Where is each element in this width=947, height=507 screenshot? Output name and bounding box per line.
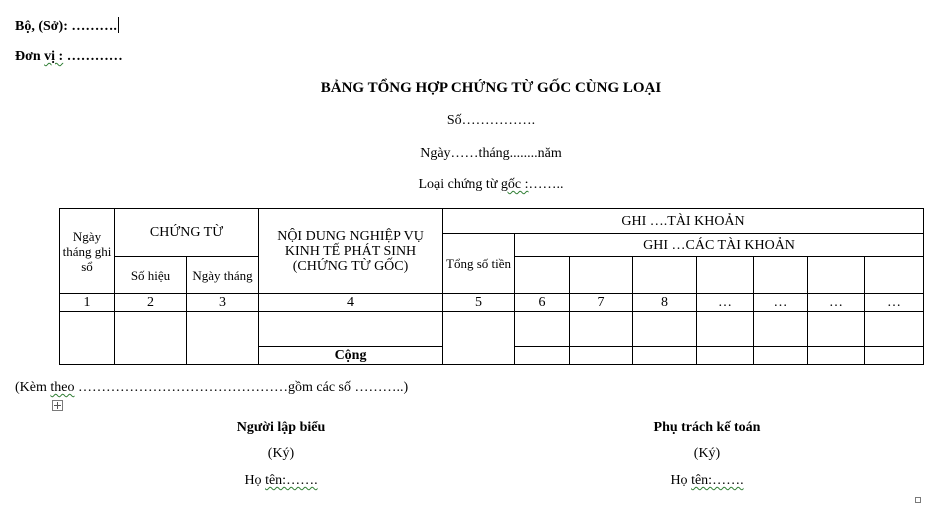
table-cell[interactable]	[515, 312, 570, 347]
ngay-line: Ngày……tháng........năm	[420, 146, 562, 161]
name-word: tên:	[265, 473, 287, 488]
table-cell[interactable]	[187, 312, 259, 365]
col-noi-dung: NỘI DUNG NGHIỆP VỤ KINH TẾ PHÁT SINH (CHỨNG TỪ GỐC)	[259, 209, 443, 294]
table-cell[interactable]	[570, 347, 633, 365]
bo-so-text: Bộ, (Sở): ……….	[15, 19, 117, 34]
total-label: Cộng	[259, 347, 443, 365]
table-cell[interactable]	[115, 312, 187, 365]
kem-theo-prefix: (Kèm	[15, 380, 51, 395]
column-number: 1	[60, 294, 115, 312]
col-ghi-cac-tai-khoan: GHI …CÁC TÀI KHOẢN	[515, 234, 924, 257]
don-vi-suffix: …………	[63, 49, 123, 64]
column-number: …	[697, 294, 754, 312]
column-number: …	[865, 294, 924, 312]
loai-suffix: ……..	[528, 177, 564, 192]
name-word: tên:	[691, 473, 713, 488]
signature-right-sign: (Ký)	[693, 446, 721, 461]
sub-account-cell	[865, 257, 924, 294]
don-vi-word: vị :	[44, 49, 64, 64]
sub-account-cell	[697, 257, 754, 294]
signature-left-sign: (Ký)	[267, 446, 295, 461]
table-cell[interactable]	[259, 312, 443, 347]
column-number: …	[808, 294, 865, 312]
name-prefix: Họ	[244, 473, 266, 488]
sub-account-cell	[754, 257, 808, 294]
col-ngay-thang-ct: Ngày tháng	[187, 257, 259, 294]
table-cell[interactable]	[633, 347, 697, 365]
loai-chung-tu-line	[0, 177, 947, 193]
column-number: 4	[259, 294, 443, 312]
column-number-row	[60, 294, 924, 312]
col-so-hieu: Số hiệu	[115, 257, 187, 294]
signature-right-title: Phụ trách kế toán	[653, 420, 761, 435]
table-cell[interactable]	[697, 347, 754, 365]
table-row	[60, 312, 924, 347]
signature-right-name	[627, 473, 787, 489]
table-cell[interactable]	[754, 312, 808, 347]
table-cell[interactable]	[808, 347, 865, 365]
column-number: 8	[633, 294, 697, 312]
table-cell[interactable]	[865, 347, 924, 365]
kem-theo-line	[15, 380, 408, 396]
header-don-vi	[15, 49, 123, 65]
col-chung-tu: CHỨNG TỪ	[115, 209, 259, 257]
name-dots: …….	[286, 473, 318, 488]
signature-left-name	[201, 473, 361, 489]
sub-account-cell	[633, 257, 697, 294]
text-cursor	[118, 17, 119, 33]
don-vi-prefix: Đơn	[15, 49, 45, 64]
so-line: Số…………….	[446, 113, 536, 128]
table-cell[interactable]	[633, 312, 697, 347]
signature-left-title: Người lập biểu	[236, 420, 326, 435]
table-cell[interactable]	[754, 347, 808, 365]
loai-prefix: Loại chứng từ	[418, 177, 501, 192]
col-ghi-tai-khoan: GHI ….TÀI KHOẢN	[443, 209, 924, 234]
loai-word: gốc :	[500, 177, 529, 192]
table-cell[interactable]	[808, 312, 865, 347]
sub-account-cell	[808, 257, 865, 294]
column-number: 3	[187, 294, 259, 312]
header-bo-so	[15, 17, 119, 35]
table-cell[interactable]	[697, 312, 754, 347]
sub-account-cell	[515, 257, 570, 294]
col-tong-so-tien: Tổng số tiền	[443, 234, 515, 294]
column-number: …	[754, 294, 808, 312]
table-resize-handle-icon[interactable]	[915, 497, 921, 503]
kem-theo-word: theo	[50, 380, 75, 395]
sub-account-cell	[570, 257, 633, 294]
name-prefix: Họ	[670, 473, 692, 488]
table-cell[interactable]	[443, 312, 515, 365]
kem-theo-suffix: ………………………………………gồm các số ………..)	[74, 380, 409, 395]
column-number: 6	[515, 294, 570, 312]
name-dots: …….	[712, 473, 744, 488]
column-number: 5	[443, 294, 515, 312]
table-move-handle-icon[interactable]	[52, 400, 63, 411]
col-ngay-thang-ghi-so: Ngày tháng ghi sổ	[60, 209, 115, 294]
column-number: 2	[115, 294, 187, 312]
table-cell[interactable]	[60, 312, 115, 365]
column-number: 7	[570, 294, 633, 312]
summary-table	[59, 208, 924, 365]
page-title: BẢNG TỔNG HỢP CHỨNG TỪ GỐC CÙNG LOẠI	[320, 80, 662, 96]
table-cell[interactable]	[570, 312, 633, 347]
table-cell[interactable]	[515, 347, 570, 365]
table-cell[interactable]	[865, 312, 924, 347]
